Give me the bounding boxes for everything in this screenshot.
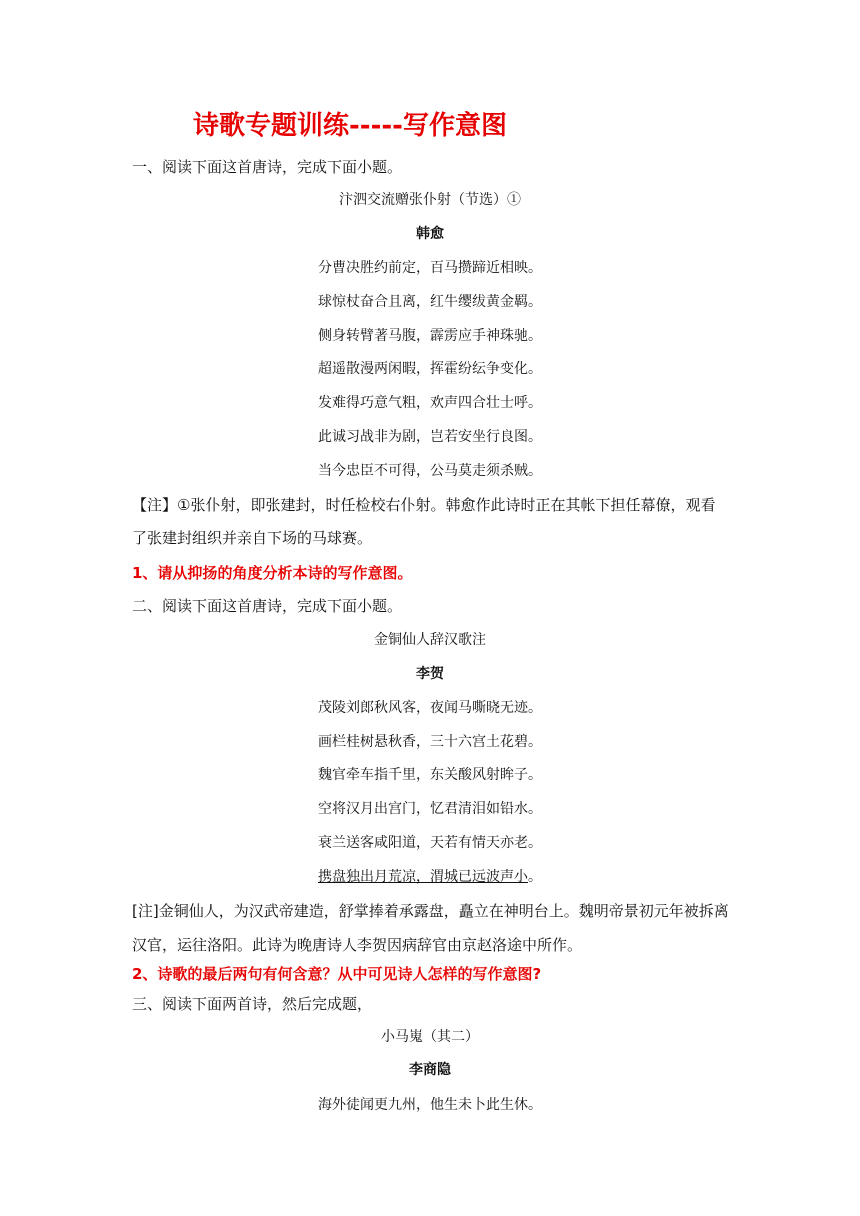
question-1: 1、请从抑扬的角度分析本诗的写作意图。: [132, 564, 413, 582]
section1-author: 韩愈: [416, 226, 444, 242]
section2-poem-title: 金铜仙人辞汉歌注: [374, 632, 486, 648]
poem-line: 画栏桂树悬秋香，三十六宫土花碧。: [318, 734, 542, 750]
page-title: 诗歌专题训练-----写作意图: [193, 111, 507, 141]
poem-line: 当今忠臣不可得，公马莫走须杀贼。: [318, 463, 542, 479]
poem-line: 超遥散漫两闲暇，挥霍纷纭争变化。: [318, 361, 542, 377]
section3-heading: 三、阅读下面两首诗，然后完成题，: [132, 995, 373, 1013]
poem-line: 茂陵刘郎秋风客，夜闻马嘶晓无迹。: [318, 700, 542, 716]
poem-line: 空将汉月出宫门，忆君清泪如铅水。: [318, 801, 542, 817]
poem-line: 海外徒闻更九州，他生未卜此生休。: [318, 1097, 542, 1113]
section1-heading: 一、阅读下面这首唐诗，完成下面小题。: [132, 158, 403, 176]
poem-line: 球惊杖奋合且离，红牛缨绂黄金羁。: [318, 294, 542, 310]
section2-note: [注]金铜仙人，为汉武帝建造，舒掌捧着承露盘，矗立在神明台上。魏明帝景初元年被拆离: [132, 902, 729, 920]
section1-note: 【注】①张仆射，即张建封，时任检校右仆射。韩愈作此诗时正在其帐下担任幕僚，观看: [132, 496, 716, 514]
section2-author: 李贺: [416, 666, 444, 682]
section1-poem-title: 汴泗交流赠张仆射（节选）①: [339, 192, 521, 208]
section1-note-cont: 了张建封组织并亲自下场的马球赛。: [132, 529, 373, 547]
section2-heading: 二、阅读下面这首唐诗，完成下面小题。: [132, 597, 403, 615]
section3-poem-title: 小马嵬（其二）: [381, 1029, 479, 1045]
poem-line-underlined: [0, 865, 860, 889]
poem-line: 衰兰送客咸阳道，天若有情天亦老。: [318, 835, 542, 851]
poem-line: 发难得巧意气粗，欢声四合壮士呼。: [318, 395, 542, 411]
line-end: 。: [528, 869, 542, 885]
poem-line: 分曹决胜约前定，百马攒蹄近相映。: [318, 260, 542, 276]
poem-line: 魏官牵车指千里，东关酸风射眸子。: [318, 767, 542, 783]
section3-author: 李商隐: [409, 1062, 451, 1078]
poem-line: 侧身转臂著马腹，霹雳应手神珠驰。: [318, 328, 542, 344]
poem-line: 此诚习战非为剧，岂若安坐行良图。: [318, 429, 542, 445]
underlined-text: 携盘独出月荒凉，渭城已远波声小: [318, 869, 528, 885]
section2-note-cont: 汉官，运往洛阳。此诗为晚唐诗人李贺因病辞官由京赵洛途中所作。: [132, 936, 583, 954]
question-2: 2、诗歌的最后两句有何含意？从中可见诗人怎样的写作意图?: [132, 965, 542, 983]
